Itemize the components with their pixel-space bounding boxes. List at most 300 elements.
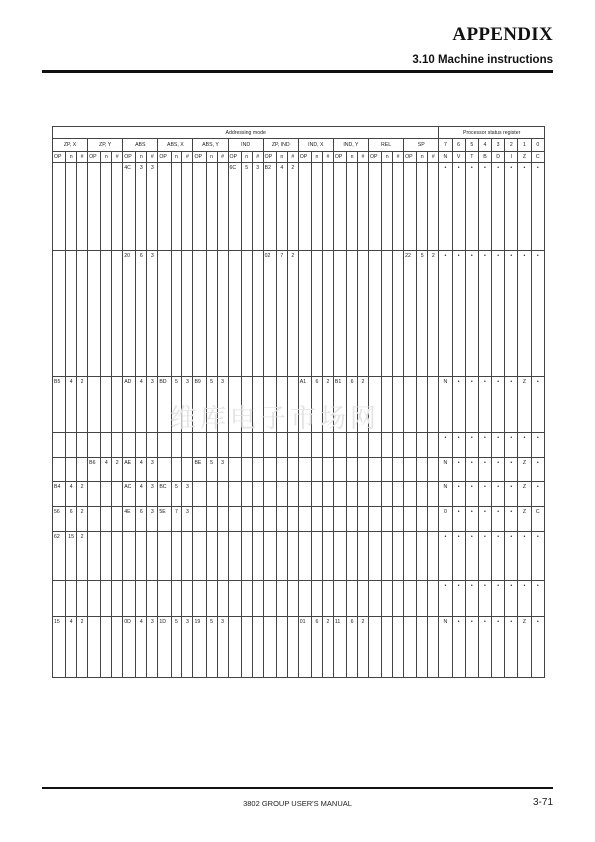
cycles-cell bbox=[347, 507, 358, 532]
opcode-cell bbox=[404, 531, 417, 580]
subfield-header: n bbox=[101, 151, 112, 162]
bytes-cell: 2 bbox=[287, 250, 298, 376]
cycles-cell bbox=[276, 617, 287, 678]
flag-header: T bbox=[465, 151, 478, 162]
subfield-header: OP bbox=[333, 151, 346, 162]
opcode-cell bbox=[193, 531, 206, 580]
bytes-cell: 3 bbox=[147, 376, 158, 432]
status-flag-cell: N bbox=[439, 376, 452, 432]
status-flag-cell: • bbox=[492, 376, 505, 432]
bytes-cell bbox=[358, 162, 369, 250]
bytes-cell bbox=[358, 432, 369, 457]
status-flag-cell: • bbox=[478, 457, 491, 482]
status-flag-cell: • bbox=[518, 531, 531, 580]
cycles-cell bbox=[136, 581, 147, 617]
opcode-cell: 62 bbox=[53, 531, 66, 580]
opcode-cell: B9 bbox=[193, 376, 206, 432]
subfield-header: # bbox=[77, 151, 88, 162]
mode-header: IND, X bbox=[298, 139, 333, 151]
status-flag-cell: N bbox=[439, 482, 452, 507]
instruction-table-container bbox=[52, 126, 545, 678]
opcode-cell bbox=[53, 162, 66, 250]
opcode-cell bbox=[368, 482, 381, 507]
subfield-header: OP bbox=[53, 151, 66, 162]
cycles-cell bbox=[417, 457, 428, 482]
status-flag-cell: • bbox=[452, 162, 465, 250]
status-flag-cell: • bbox=[518, 581, 531, 617]
opcode-cell bbox=[298, 162, 311, 250]
opcode-cell bbox=[193, 482, 206, 507]
bytes-cell: 3 bbox=[252, 162, 263, 250]
subfield-header: # bbox=[358, 151, 369, 162]
header-row-subfields bbox=[53, 151, 545, 162]
cycles-cell bbox=[101, 617, 112, 678]
status-flag-cell: • bbox=[518, 432, 531, 457]
cycles-cell bbox=[66, 162, 77, 250]
status-bit-header: 3 bbox=[492, 139, 505, 151]
bytes-cell bbox=[322, 250, 333, 376]
status-flag-cell: • bbox=[465, 432, 478, 457]
bytes-cell bbox=[393, 507, 404, 532]
subfield-header: # bbox=[428, 151, 439, 162]
opcode-cell bbox=[88, 482, 101, 507]
mode-header: SP bbox=[404, 139, 439, 151]
subfield-header: OP bbox=[263, 151, 276, 162]
opcode-cell: 5E bbox=[158, 507, 171, 532]
status-bit-header: 1 bbox=[518, 139, 531, 151]
table-row bbox=[53, 482, 545, 507]
page-header-title: APPENDIX bbox=[452, 24, 553, 45]
subfield-header: # bbox=[112, 151, 123, 162]
opcode-cell bbox=[228, 581, 241, 617]
bytes-cell bbox=[322, 482, 333, 507]
opcode-cell bbox=[88, 432, 101, 457]
status-bit-header: 4 bbox=[478, 139, 491, 151]
cycles-cell: 6 bbox=[311, 617, 322, 678]
status-flag-cell: • bbox=[439, 432, 452, 457]
bytes-cell bbox=[393, 376, 404, 432]
cycles-cell bbox=[417, 162, 428, 250]
mode-header: IND bbox=[228, 139, 263, 151]
status-flag-cell: • bbox=[478, 507, 491, 532]
opcode-cell: BC bbox=[158, 482, 171, 507]
bytes-cell: 2 bbox=[77, 531, 88, 580]
bytes-cell bbox=[393, 482, 404, 507]
status-flag-cell: Z bbox=[518, 457, 531, 482]
bytes-cell: 3 bbox=[147, 507, 158, 532]
opcode-cell bbox=[123, 432, 136, 457]
opcode-cell bbox=[88, 581, 101, 617]
subfield-header: n bbox=[417, 151, 428, 162]
status-flag-cell: • bbox=[505, 432, 518, 457]
status-flag-cell: • bbox=[439, 531, 452, 580]
opcode-cell bbox=[368, 531, 381, 580]
bytes-cell bbox=[428, 617, 439, 678]
opcode-cell: A1 bbox=[298, 376, 311, 432]
table-row bbox=[53, 617, 545, 678]
subfield-header: n bbox=[311, 151, 322, 162]
status-bit-header: 5 bbox=[465, 139, 478, 151]
mode-header: ABS, X bbox=[158, 139, 193, 151]
cycles-cell bbox=[382, 507, 393, 532]
status-flag-cell: • bbox=[465, 617, 478, 678]
cycles-cell bbox=[417, 376, 428, 432]
bytes-cell bbox=[393, 457, 404, 482]
opcode-cell bbox=[263, 507, 276, 532]
cycles-cell bbox=[347, 162, 358, 250]
cycles-cell bbox=[241, 250, 252, 376]
opcode-cell: 6C bbox=[228, 162, 241, 250]
status-flag-cell: • bbox=[531, 250, 544, 376]
opcode-cell bbox=[228, 432, 241, 457]
status-flag-cell: Z bbox=[518, 617, 531, 678]
cycles-cell bbox=[276, 482, 287, 507]
cycles-cell bbox=[382, 376, 393, 432]
opcode-cell bbox=[404, 432, 417, 457]
status-flag-cell: • bbox=[478, 432, 491, 457]
bytes-cell bbox=[358, 531, 369, 580]
table-row bbox=[53, 581, 545, 617]
status-flag-cell: • bbox=[531, 162, 544, 250]
bytes-cell bbox=[393, 250, 404, 376]
cycles-cell bbox=[276, 581, 287, 617]
table-row bbox=[53, 507, 545, 532]
table-row bbox=[53, 432, 545, 457]
opcode-cell bbox=[193, 162, 206, 250]
bytes-cell bbox=[112, 162, 123, 250]
bytes-cell bbox=[112, 482, 123, 507]
opcode-cell bbox=[228, 250, 241, 376]
bytes-cell bbox=[182, 531, 193, 580]
opcode-cell: AD bbox=[123, 376, 136, 432]
opcode-cell bbox=[333, 250, 346, 376]
bytes-cell bbox=[112, 531, 123, 580]
bytes-cell: 3 bbox=[182, 507, 193, 532]
opcode-cell bbox=[123, 581, 136, 617]
opcode-cell bbox=[263, 482, 276, 507]
bytes-cell bbox=[287, 432, 298, 457]
bytes-cell: 2 bbox=[322, 617, 333, 678]
bytes-cell bbox=[182, 457, 193, 482]
bytes-cell bbox=[217, 531, 228, 580]
cycles-cell bbox=[382, 482, 393, 507]
cycles-cell bbox=[311, 432, 322, 457]
subfield-header: OP bbox=[404, 151, 417, 162]
cycles-cell: 5 bbox=[206, 617, 217, 678]
bytes-cell bbox=[358, 507, 369, 532]
subfield-header: OP bbox=[368, 151, 381, 162]
bytes-cell bbox=[217, 507, 228, 532]
opcode-cell bbox=[193, 581, 206, 617]
opcode-cell: 19 bbox=[193, 617, 206, 678]
opcode-cell bbox=[228, 531, 241, 580]
subfield-header: n bbox=[382, 151, 393, 162]
status-flag-cell: • bbox=[531, 581, 544, 617]
status-flag-cell: • bbox=[531, 482, 544, 507]
opcode-cell bbox=[404, 376, 417, 432]
subfield-header: # bbox=[252, 151, 263, 162]
cycles-cell bbox=[347, 432, 358, 457]
bytes-cell bbox=[182, 432, 193, 457]
cycles-cell bbox=[206, 432, 217, 457]
cycles-cell bbox=[311, 507, 322, 532]
cycles-cell bbox=[417, 432, 428, 457]
opcode-cell bbox=[158, 432, 171, 457]
cycles-cell: 4 bbox=[136, 457, 147, 482]
status-flag-cell: • bbox=[531, 376, 544, 432]
cycles-cell bbox=[382, 457, 393, 482]
bytes-cell bbox=[428, 507, 439, 532]
flag-header: D bbox=[492, 151, 505, 162]
table-row bbox=[53, 457, 545, 482]
opcode-cell bbox=[193, 432, 206, 457]
cycles-cell bbox=[347, 581, 358, 617]
cycles-cell: 5 bbox=[171, 617, 182, 678]
status-flag-cell: Z bbox=[518, 482, 531, 507]
status-flag-cell: • bbox=[478, 531, 491, 580]
subfield-header: n bbox=[136, 151, 147, 162]
header-row-modes bbox=[53, 139, 545, 151]
opcode-cell bbox=[333, 482, 346, 507]
opcode-cell bbox=[368, 581, 381, 617]
bytes-cell bbox=[287, 617, 298, 678]
opcode-cell bbox=[298, 457, 311, 482]
opcode-cell bbox=[123, 531, 136, 580]
mode-header: ABS bbox=[123, 139, 158, 151]
opcode-cell bbox=[263, 581, 276, 617]
status-flag-cell: • bbox=[518, 162, 531, 250]
status-flag-cell: • bbox=[465, 531, 478, 580]
cycles-cell bbox=[241, 432, 252, 457]
opcode-cell bbox=[333, 432, 346, 457]
subfield-header: OP bbox=[298, 151, 311, 162]
opcode-cell: B2 bbox=[263, 162, 276, 250]
cycles-cell: 4 bbox=[66, 482, 77, 507]
opcode-cell bbox=[88, 162, 101, 250]
bytes-cell: 2 bbox=[287, 162, 298, 250]
cycles-cell bbox=[101, 531, 112, 580]
cycles-cell bbox=[276, 432, 287, 457]
cycles-cell bbox=[347, 457, 358, 482]
opcode-cell: 15 bbox=[53, 617, 66, 678]
bytes-cell bbox=[77, 250, 88, 376]
bytes-cell bbox=[112, 376, 123, 432]
opcode-cell bbox=[228, 482, 241, 507]
cycles-cell bbox=[311, 581, 322, 617]
bytes-cell bbox=[112, 581, 123, 617]
opcode-cell bbox=[404, 581, 417, 617]
cycles-cell bbox=[417, 581, 428, 617]
cycles-cell: 6 bbox=[66, 507, 77, 532]
bytes-cell bbox=[182, 162, 193, 250]
subfield-header: # bbox=[393, 151, 404, 162]
opcode-cell: B6 bbox=[88, 457, 101, 482]
bytes-cell bbox=[322, 531, 333, 580]
status-bit-header: 7 bbox=[439, 139, 452, 151]
cycles-cell: 6 bbox=[136, 250, 147, 376]
bytes-cell bbox=[252, 581, 263, 617]
status-flag-cell: • bbox=[452, 376, 465, 432]
cycles-cell bbox=[417, 507, 428, 532]
cycles-cell bbox=[171, 162, 182, 250]
status-flag-cell: • bbox=[492, 531, 505, 580]
bytes-cell bbox=[358, 457, 369, 482]
bytes-cell bbox=[217, 432, 228, 457]
opcode-cell bbox=[368, 432, 381, 457]
status-flag-cell: • bbox=[505, 531, 518, 580]
cycles-cell bbox=[382, 617, 393, 678]
opcode-cell bbox=[263, 457, 276, 482]
cycles-cell: 3 bbox=[136, 162, 147, 250]
subfield-header: # bbox=[217, 151, 228, 162]
cycles-cell: 5 bbox=[171, 482, 182, 507]
opcode-cell bbox=[88, 617, 101, 678]
bytes-cell bbox=[322, 432, 333, 457]
cycles-cell bbox=[382, 432, 393, 457]
flag-header: V bbox=[452, 151, 465, 162]
cycles-cell bbox=[66, 250, 77, 376]
status-flag-cell: • bbox=[531, 432, 544, 457]
bytes-cell bbox=[358, 250, 369, 376]
cycles-cell bbox=[241, 581, 252, 617]
cycles-cell: 5 bbox=[206, 376, 217, 432]
opcode-cell bbox=[333, 507, 346, 532]
subfield-header: OP bbox=[123, 151, 136, 162]
page-number: 3-71 bbox=[532, 797, 553, 808]
subfield-header: n bbox=[241, 151, 252, 162]
bytes-cell bbox=[322, 581, 333, 617]
cycles-cell bbox=[66, 581, 77, 617]
status-flag-cell: • bbox=[452, 457, 465, 482]
bytes-cell bbox=[112, 432, 123, 457]
bytes-cell: 2 bbox=[358, 376, 369, 432]
cycles-cell bbox=[382, 250, 393, 376]
opcode-cell bbox=[368, 507, 381, 532]
status-flag-cell: • bbox=[505, 507, 518, 532]
status-flag-cell: N bbox=[439, 457, 452, 482]
cycles-cell: 4 bbox=[136, 617, 147, 678]
bytes-cell bbox=[147, 531, 158, 580]
opcode-cell bbox=[53, 250, 66, 376]
flag-header: C bbox=[531, 151, 544, 162]
cycles-cell bbox=[206, 250, 217, 376]
opcode-cell bbox=[88, 531, 101, 580]
opcode-cell: AC bbox=[123, 482, 136, 507]
cycles-cell bbox=[136, 432, 147, 457]
mode-header: IND, Y bbox=[333, 139, 368, 151]
opcode-cell bbox=[263, 617, 276, 678]
cycles-cell: 6 bbox=[347, 376, 358, 432]
opcode-cell: 1D bbox=[158, 617, 171, 678]
status-flag-cell: • bbox=[478, 250, 491, 376]
bytes-cell bbox=[252, 617, 263, 678]
opcode-cell bbox=[298, 250, 311, 376]
bytes-cell bbox=[287, 531, 298, 580]
cycles-cell bbox=[241, 531, 252, 580]
opcode-cell bbox=[333, 581, 346, 617]
status-flag-cell: • bbox=[452, 250, 465, 376]
opcode-cell: 02 bbox=[263, 250, 276, 376]
opcode-cell: AE bbox=[123, 457, 136, 482]
bytes-cell: 3 bbox=[182, 482, 193, 507]
opcode-cell: 4E bbox=[123, 507, 136, 532]
bytes-cell: 3 bbox=[217, 617, 228, 678]
opcode-cell bbox=[263, 376, 276, 432]
cycles-cell bbox=[382, 581, 393, 617]
cycles-cell bbox=[311, 457, 322, 482]
opcode-cell: 0D bbox=[123, 617, 136, 678]
bytes-cell bbox=[217, 482, 228, 507]
opcode-cell bbox=[53, 457, 66, 482]
bytes-cell bbox=[428, 482, 439, 507]
opcode-cell bbox=[193, 250, 206, 376]
subfield-header: # bbox=[322, 151, 333, 162]
bytes-cell: 2 bbox=[112, 457, 123, 482]
cycles-cell bbox=[241, 507, 252, 532]
cycles-cell: 6 bbox=[347, 617, 358, 678]
bytes-cell: 2 bbox=[77, 376, 88, 432]
bytes-cell bbox=[252, 432, 263, 457]
status-flag-cell: • bbox=[505, 162, 518, 250]
status-flag-cell: Z bbox=[518, 376, 531, 432]
status-flag-cell: • bbox=[478, 482, 491, 507]
cycles-cell: 4 bbox=[66, 376, 77, 432]
status-flag-cell: • bbox=[452, 507, 465, 532]
cycles-cell bbox=[171, 531, 182, 580]
bytes-cell: 3 bbox=[147, 457, 158, 482]
cycles-cell bbox=[101, 581, 112, 617]
cycles-cell bbox=[276, 531, 287, 580]
cycles-cell bbox=[101, 482, 112, 507]
bytes-cell bbox=[428, 432, 439, 457]
cycles-cell bbox=[171, 250, 182, 376]
opcode-cell bbox=[368, 457, 381, 482]
status-flag-cell: • bbox=[478, 581, 491, 617]
opcode-cell: 4C bbox=[123, 162, 136, 250]
status-flag-cell: • bbox=[505, 617, 518, 678]
opcode-cell bbox=[298, 482, 311, 507]
bytes-cell bbox=[252, 482, 263, 507]
bytes-cell bbox=[77, 581, 88, 617]
cycles-cell bbox=[241, 376, 252, 432]
bytes-cell: 2 bbox=[77, 482, 88, 507]
status-flag-cell: C bbox=[531, 507, 544, 532]
opcode-cell bbox=[298, 581, 311, 617]
bytes-cell bbox=[112, 617, 123, 678]
cycles-cell bbox=[206, 162, 217, 250]
bytes-cell bbox=[358, 482, 369, 507]
bytes-cell: 2 bbox=[428, 250, 439, 376]
addressing-mode-title: Addressing mode bbox=[53, 127, 439, 139]
bytes-cell bbox=[77, 457, 88, 482]
opcode-cell: 01 bbox=[298, 617, 311, 678]
opcode-cell bbox=[368, 376, 381, 432]
bytes-cell bbox=[393, 162, 404, 250]
status-flag-cell: • bbox=[492, 482, 505, 507]
cycles-cell: 4 bbox=[66, 617, 77, 678]
opcode-cell bbox=[158, 457, 171, 482]
bytes-cell bbox=[287, 376, 298, 432]
cycles-cell bbox=[66, 457, 77, 482]
flag-header: B bbox=[478, 151, 491, 162]
bytes-cell bbox=[393, 531, 404, 580]
instruction-table bbox=[52, 126, 545, 678]
bytes-cell: 3 bbox=[217, 376, 228, 432]
subfield-header: n bbox=[276, 151, 287, 162]
opcode-cell: 20 bbox=[123, 250, 136, 376]
cycles-cell bbox=[382, 531, 393, 580]
opcode-cell bbox=[298, 531, 311, 580]
